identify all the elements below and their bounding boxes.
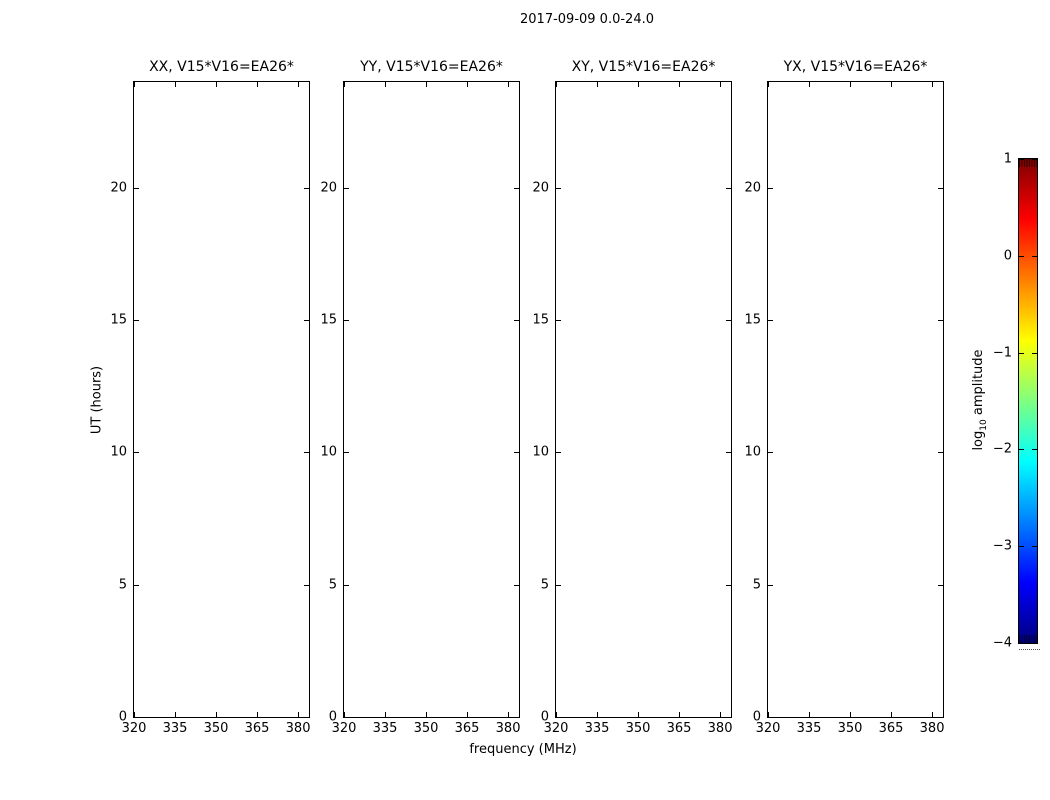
y-tick-mark <box>304 717 309 718</box>
y-tick-mark <box>344 320 349 321</box>
y-tick-label: 20 <box>532 180 549 196</box>
y-tick-mark <box>514 585 519 586</box>
colorbar-tick-label: −1 <box>992 345 1012 361</box>
y-tick-mark <box>344 188 349 189</box>
x-tick-mark <box>508 82 509 87</box>
y-tick-mark <box>344 585 349 586</box>
colorbar-tick-mark <box>1032 353 1037 354</box>
x-tick-label: 320 <box>543 721 569 736</box>
x-tick-mark <box>932 712 933 717</box>
y-tick-label: 5 <box>540 577 549 593</box>
x-tick-label: 320 <box>755 721 781 736</box>
x-tick-mark <box>344 82 345 87</box>
y-tick-label: 5 <box>118 577 127 593</box>
colorbar-tick-mark <box>1032 159 1037 160</box>
x-tick-label: 335 <box>162 721 188 736</box>
colorbar-label-suffix: amplitude <box>971 349 987 420</box>
x-tick-label: 380 <box>285 721 311 736</box>
x-tick-label: 365 <box>878 721 904 736</box>
x-tick-mark <box>850 82 851 87</box>
x-tick-mark <box>597 82 598 87</box>
y-tick-label: 15 <box>320 312 337 328</box>
y-tick-label: 0 <box>752 709 761 725</box>
y-tick-mark <box>304 188 309 189</box>
subplot-yy-title: YY, V15*V16=EA26* <box>360 59 503 75</box>
x-tick-mark <box>597 712 598 717</box>
y-tick-mark <box>556 585 561 586</box>
y-tick-mark <box>938 717 943 718</box>
x-axis-label: frequency (MHz) <box>469 742 577 757</box>
colorbar-tick-mark <box>1019 546 1024 547</box>
y-tick-label: 20 <box>110 180 127 196</box>
y-tick-mark <box>514 188 519 189</box>
x-tick-mark <box>720 712 721 717</box>
y-tick-mark <box>938 585 943 586</box>
y-tick-label: 10 <box>320 444 337 460</box>
y-tick-mark <box>768 188 773 189</box>
x-tick-mark <box>175 712 176 717</box>
colorbar-tick-mark <box>1032 643 1037 644</box>
colorbar-bottom-hatch <box>1019 635 1037 643</box>
y-tick-mark <box>726 585 731 586</box>
y-tick-label: 15 <box>532 312 549 328</box>
x-tick-label: 320 <box>121 721 147 736</box>
y-tick-mark <box>556 320 561 321</box>
y-tick-label: 5 <box>752 577 761 593</box>
y-tick-mark <box>938 320 943 321</box>
x-tick-label: 320 <box>331 721 357 736</box>
x-tick-mark <box>385 712 386 717</box>
y-tick-mark <box>768 320 773 321</box>
y-tick-label: 20 <box>744 180 761 196</box>
x-tick-mark <box>679 82 680 87</box>
subplot-yx-title: YX, V15*V16=EA26* <box>783 59 928 75</box>
colorbar-tick-mark <box>1032 449 1037 450</box>
y-tick-label: 10 <box>110 444 127 460</box>
colorbar-tick-mark <box>1019 643 1024 644</box>
colorbar-gradient <box>1019 159 1037 643</box>
x-tick-mark <box>891 82 892 87</box>
subplot-xy <box>532 59 733 736</box>
x-tick-label: 350 <box>837 721 863 736</box>
x-tick-mark <box>257 82 258 87</box>
y-tick-mark <box>514 320 519 321</box>
x-tick-mark <box>426 82 427 87</box>
x-tick-mark <box>768 82 769 87</box>
y-tick-mark <box>556 717 561 718</box>
colorbar-label-prefix: log <box>971 430 987 451</box>
y-tick-mark <box>304 585 309 586</box>
y-tick-mark <box>134 585 139 586</box>
x-tick-mark <box>809 712 810 717</box>
x-tick-label: 350 <box>203 721 229 736</box>
y-tick-label: 5 <box>328 577 337 593</box>
y-tick-mark <box>768 452 773 453</box>
y-tick-label: 15 <box>110 312 127 328</box>
y-tick-mark <box>556 188 561 189</box>
y-tick-mark <box>134 452 139 453</box>
y-tick-mark <box>304 452 309 453</box>
y-tick-mark <box>726 717 731 718</box>
colorbar <box>992 151 1038 651</box>
y-tick-mark <box>514 452 519 453</box>
y-tick-label: 15 <box>744 312 761 328</box>
y-tick-label: 20 <box>320 180 337 196</box>
x-tick-mark <box>720 82 721 87</box>
x-tick-mark <box>175 82 176 87</box>
colorbar-tick-label: 1 <box>1003 151 1012 167</box>
x-tick-mark <box>216 712 217 717</box>
colorbar-tick-label: 0 <box>1003 248 1012 264</box>
x-tick-mark <box>850 712 851 717</box>
x-tick-mark <box>679 712 680 717</box>
x-tick-mark <box>556 82 557 87</box>
x-tick-label: 335 <box>584 721 610 736</box>
x-tick-mark <box>426 712 427 717</box>
colorbar-tick-mark <box>1019 256 1024 257</box>
colorbar-label <box>971 349 989 450</box>
y-tick-mark <box>726 452 731 453</box>
x-tick-mark <box>891 712 892 717</box>
x-tick-mark <box>298 712 299 717</box>
subplot-yx <box>744 59 945 736</box>
y-tick-mark <box>768 585 773 586</box>
y-tick-mark <box>938 188 943 189</box>
colorbar-tick-mark <box>1019 449 1024 450</box>
y-tick-mark <box>556 452 561 453</box>
x-tick-label: 380 <box>919 721 945 736</box>
y-tick-mark <box>304 320 309 321</box>
x-tick-mark <box>257 712 258 717</box>
colorbar-tick-label: −2 <box>992 441 1012 457</box>
y-tick-mark <box>726 320 731 321</box>
y-tick-mark <box>344 452 349 453</box>
y-tick-mark <box>726 188 731 189</box>
colorbar-tick-mark <box>1019 353 1024 354</box>
colorbar-tick-mark <box>1019 159 1024 160</box>
y-axis-label: UT (hours) <box>89 365 105 435</box>
x-tick-mark <box>385 82 386 87</box>
x-tick-mark <box>467 712 468 717</box>
y-tick-label: 10 <box>532 444 549 460</box>
y-tick-mark <box>134 717 139 718</box>
x-tick-label: 365 <box>454 721 480 736</box>
x-tick-label: 380 <box>495 721 521 736</box>
colorbar-tick-mark <box>1032 546 1037 547</box>
x-tick-mark <box>216 82 217 87</box>
figure-title: 2017-09-09 0.0-24.0 <box>520 12 654 27</box>
colorbar-top-hatch <box>1019 159 1037 167</box>
y-tick-label: 0 <box>328 709 337 725</box>
colorbar-label-subscript: 10 <box>978 419 989 431</box>
x-tick-label: 365 <box>244 721 270 736</box>
x-tick-label: 335 <box>372 721 398 736</box>
y-tick-mark <box>344 717 349 718</box>
subplot-yy <box>320 59 521 736</box>
subplot-xx-title: XX, V15*V16=EA26* <box>149 59 294 75</box>
x-tick-label: 365 <box>666 721 692 736</box>
subplot-xy-title: XY, V15*V16=EA26* <box>571 59 716 75</box>
x-tick-mark <box>932 82 933 87</box>
x-tick-label: 350 <box>625 721 651 736</box>
y-tick-mark <box>768 717 773 718</box>
colorbar-tick-label: −3 <box>992 538 1012 554</box>
subplot-xx <box>110 59 311 736</box>
colorbar-dotted-edge <box>1019 649 1040 650</box>
x-tick-mark <box>638 82 639 87</box>
colorbar-tick-label: −4 <box>992 635 1012 651</box>
y-tick-label: 0 <box>540 709 549 725</box>
x-tick-label: 335 <box>796 721 822 736</box>
y-tick-mark <box>514 717 519 718</box>
y-tick-mark <box>134 320 139 321</box>
x-tick-mark <box>638 712 639 717</box>
y-tick-mark <box>134 188 139 189</box>
x-tick-mark <box>134 82 135 87</box>
x-tick-mark <box>298 82 299 87</box>
y-tick-mark <box>938 452 943 453</box>
x-tick-mark <box>467 82 468 87</box>
y-tick-label: 10 <box>744 444 761 460</box>
colorbar-tick-mark <box>1032 256 1037 257</box>
x-tick-label: 380 <box>707 721 733 736</box>
y-tick-label: 0 <box>118 709 127 725</box>
x-tick-mark <box>508 712 509 717</box>
x-tick-label: 350 <box>413 721 439 736</box>
x-tick-mark <box>809 82 810 87</box>
